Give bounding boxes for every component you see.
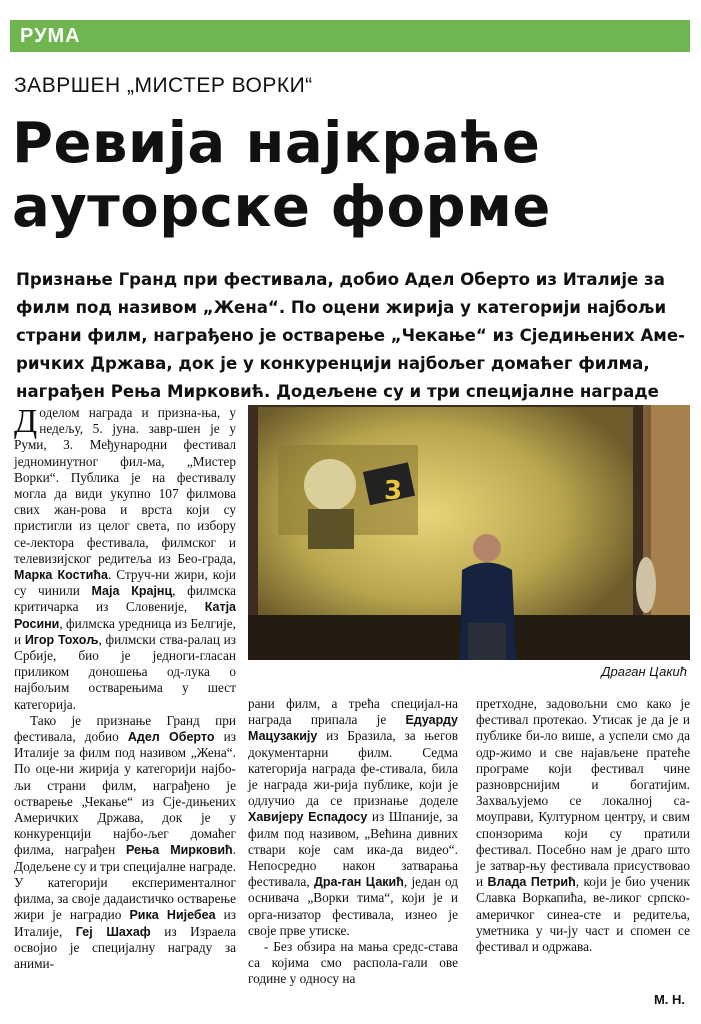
title-line: ауторске форме	[12, 175, 551, 240]
person-name: Катја Росини	[14, 600, 236, 631]
body-text: оделом награда и призна-ња, у недељу, 5. јуна. завр-шен је у Руми, 3. Међународни фестивал једноминутног фил-ма, „Мистер Ворки“. Публика је на фестивалу могла да види укупно 107 филмова свих жан-рова и врста који су пристигли из целог света, по избору се-лектора фестивала, филмског и телевизијског редитеља из Бео-града,	[14, 405, 236, 566]
person-name: Рења Мирковић	[125, 843, 233, 858]
drop-cap: Д	[14, 403, 38, 440]
article-title	[12, 112, 692, 240]
body-text: , један од оснивача „Ворки тима“, који је и орга-низатор фестивала, изнео је своје прве утиске.	[248, 874, 458, 938]
author-signature: М. Н.	[653, 992, 685, 1007]
section-label: РУМА	[20, 25, 81, 47]
article-kicker: ЗАВРШЕН „МИСТЕР ВОРКИ“	[14, 74, 313, 97]
person-name: Едуарду Мацузакију	[248, 713, 458, 744]
person-name: Игор Тохољ	[24, 632, 99, 647]
person-name: Дра-ган Цакић	[313, 875, 404, 890]
person-name: Геј Шахаф	[75, 924, 151, 939]
body-text: из Шпаније, за филм под називом, „Већина дивних ствари које сам ика-да видео“. Непосредно након затварања фестивала,	[248, 809, 458, 890]
body-text: из Италије за филм под називом „Жена“. По оце-ни жирија у категорији најбо-љи страни филм, награђено је остварење „Чекање“ из Сје-дињених Америчких Држава, док је у конкуренцији најбо-љег домаћег филма, награђен	[14, 729, 236, 858]
body-text: из Бразила, за његов документарни филм. Седма категорија награда фе-стивала, била је награда жи-рија публике, који је одлучио да се признање доделе	[248, 728, 458, 809]
body-text: , филмска уредница из Белгије, и	[14, 615, 236, 647]
text-column-1	[14, 405, 236, 972]
body-text: - Без обзира на мања средс-става са којима смо распола-гали ове године у односу на	[248, 939, 458, 987]
lead-line: страни филм, награђено је остварење „Чекање“ из Сједињених Аме-	[16, 326, 686, 345]
body-text: из Израела освојио је специјалну награду за аними-	[14, 923, 236, 971]
body-text: , филмска критичарка из Словеније,	[14, 583, 237, 615]
lead-line: ричких Држава, док је у конкуренцији најбољег домаћег филма,	[16, 354, 650, 373]
clapper-number: 3	[384, 476, 403, 506]
body-text: претходне, задовољни смо како је фестивал протекао. Утисак је да је и публике би-ло више, а успели смо да одр-жимо и све најављене пратеће програме који фестивал чине разноврснијим и богатијим. Захваљујемо се локалној са-моуправи, Културном центру, и свим спонзорима који су пратили фестивал. Посебно нам је драго што је затвар-њу фестивала присуствовао и	[476, 696, 690, 890]
article-lead	[16, 266, 692, 406]
section-band	[10, 20, 690, 52]
person-name: Адел Оберто	[127, 730, 215, 745]
person-name: Маја Крајнц	[91, 584, 173, 599]
body-text: Тако је признање Гранд при фестивала, добио	[14, 712, 236, 745]
lead-line: филм под називом „Жена“. По оцени жирија у категорији најбољи	[16, 298, 667, 317]
article-photo	[248, 405, 690, 660]
body-text: рани филм, а трећа специјал-на награда припала је	[248, 696, 458, 728]
body-text: , филмски ства-ралац из Србије, био је једноги-гласан приликом доношења од-лука о најбољим остварењима у шест категорија.	[14, 631, 237, 712]
body-text: , који је био ученик Славка Воркапића, ве-ликог српско-америчког синеа-сте и редитеља, уметника у чи-ју част и спомен се фестивал и одржава.	[476, 874, 690, 955]
title-line: Ревија најкраће	[12, 111, 541, 176]
body-text: . Додељене су и три специјалне награде. У категорији експерименталног филма, за своје дадаистичко остварење жири је наградио	[14, 842, 236, 923]
photo-caption: Драган Цакић	[601, 664, 687, 679]
person-name: Марка Костића	[14, 568, 108, 583]
person-name: Хавијеру Еспадосу	[248, 810, 368, 825]
body-text: из Италије,	[14, 907, 236, 939]
person-name: Рика Нијебеа	[129, 908, 216, 923]
person-name: Влада Петрић	[487, 875, 576, 890]
lead-line: награђен Рења Мирковић. Додељене су и три специјалне награде	[16, 382, 659, 401]
text-column-2	[248, 696, 458, 988]
body-text: . Струч-ни жири, који су чинили	[14, 567, 237, 599]
lead-line: Признање Гранд при фестивала, добио Адел Оберто из Италије за	[16, 270, 665, 289]
text-column-3	[476, 696, 690, 955]
